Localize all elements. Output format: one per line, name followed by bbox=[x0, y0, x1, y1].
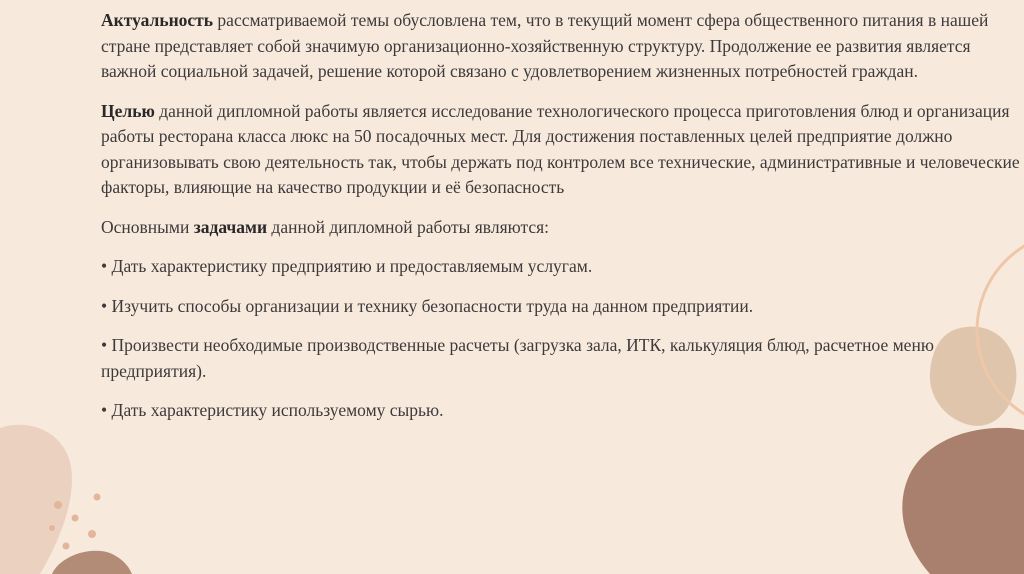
bottom-left-blob bbox=[52, 551, 132, 574]
task-item: • Изучить способы организации и технику безопасности труда на данном предприятии. bbox=[101, 295, 754, 316]
tasks-intro-after: данной дипломной работы являются: bbox=[267, 216, 549, 237]
task-item: • Дать характеристику используемому сырью. bbox=[101, 400, 444, 420]
goal-heading: Целью bbox=[101, 100, 155, 121]
task-item: • Произвести необходимые производственные расчеты (загрузка зала, ИТК, калькуляция блюд, расчетное меню предприятия). bbox=[101, 335, 934, 381]
tasks-heading: задачами bbox=[193, 216, 268, 237]
relevance-heading: Актуальность bbox=[101, 10, 214, 30]
goal-paragraph bbox=[101, 99, 1021, 201]
left-blob-shape bbox=[0, 425, 72, 574]
task-item: • Дать характеристику предприятию и предоставляемым услугам. bbox=[101, 256, 593, 276]
relevance-paragraph bbox=[101, 8, 1021, 85]
slide-content bbox=[101, 8, 1021, 438]
tasks-intro bbox=[101, 215, 1021, 241]
relevance-text: рассматриваемой темы обусловлена тем, что в текущий момент сфера общественного питания в нашей стране представляет собой значимую организационно-хозяйственную структуру. Продолжение ее развития является важной социальной задачей, решение которой связано с удовлетворением жизненных потребностей граждан. bbox=[101, 10, 989, 81]
goal-text: данной дипломной работы является исследование технологического процесса приготовления блюд и организация работы ресторана класса люкс на 50 посадочных мест. Для достижения поставленных целей предприятие должно организовывать свою деятельность так, чтобы держать под контролем все технические, административные и человеческие факторы, влияющие на качество продукции и её безопасность bbox=[101, 100, 1020, 197]
tasks-intro-before: Основными bbox=[101, 216, 194, 237]
right-dark-blob bbox=[902, 428, 1024, 574]
